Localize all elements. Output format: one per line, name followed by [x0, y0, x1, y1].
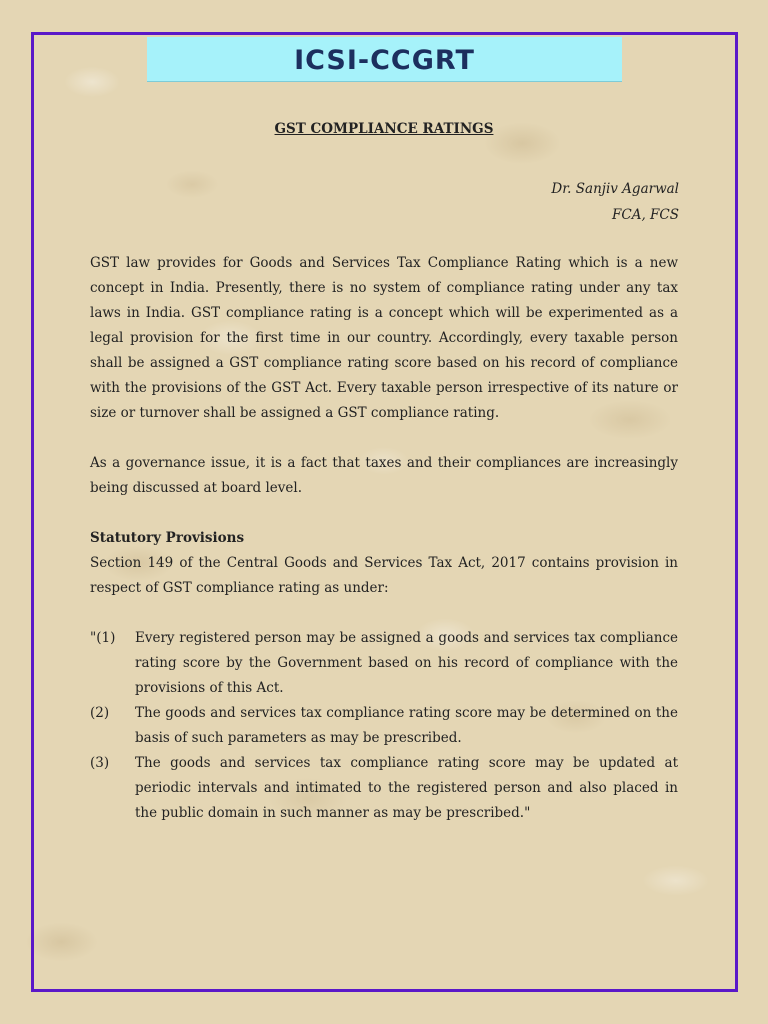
section-heading: Statutory Provisions — [90, 530, 245, 546]
provision-number: (3) — [90, 755, 110, 771]
provision-text: The goods and services tax compliance rating score may be determined on the basis of such parameters as may be prescribed. — [135, 705, 678, 746]
document-title: GST COMPLIANCE RATINGS — [274, 121, 494, 137]
provision-number: (2) — [90, 705, 110, 721]
provision-number: "(1) — [90, 630, 116, 646]
banner-title: ICSI-CCGRT — [294, 45, 475, 76]
author-block — [551, 176, 679, 228]
provision-item-1 — [90, 626, 678, 701]
header-banner — [147, 37, 622, 82]
section-intro: Section 149 of the Central Goods and Services Tax Act, 2017 contains provision in respect of GST compliance rating as under: — [90, 555, 678, 596]
intro-paragraph: GST law provides for Goods and Services Tax Compliance Rating which is a new concept in India. Presently, there is no system of compliance rating under any tax laws in India. GST compliance rating is a concept which will be experimented as a legal provision for the first time in our country. Accordingly, every taxable person shall be assigned a GST compliance rating score based on his record of compliance with the provisions of the GST Act. Every taxable person irrespective of its nature or size or turnover shall be assigned a GST compliance rating. — [90, 255, 678, 421]
provision-text: The goods and services tax compliance rating score may be updated at periodic intervals and intimated to the registered person and also placed in the public domain in such manner as may be prescribed." — [135, 755, 678, 821]
provision-text: Every registered person may be assigned a goods and services tax compliance rating score by the Government based on his record of compliance with the provisions of this Act. — [135, 630, 678, 696]
author-credentials: FCA, FCS — [612, 207, 679, 223]
provision-item-2 — [90, 701, 678, 751]
statutory-section — [90, 526, 678, 601]
provision-item-3 — [90, 751, 678, 826]
governance-paragraph: As a governance issue, it is a fact that taxes and their compliances are increasingly being discussed at board level. — [90, 455, 678, 496]
author-name: Dr. Sanjiv Agarwal — [551, 181, 679, 197]
